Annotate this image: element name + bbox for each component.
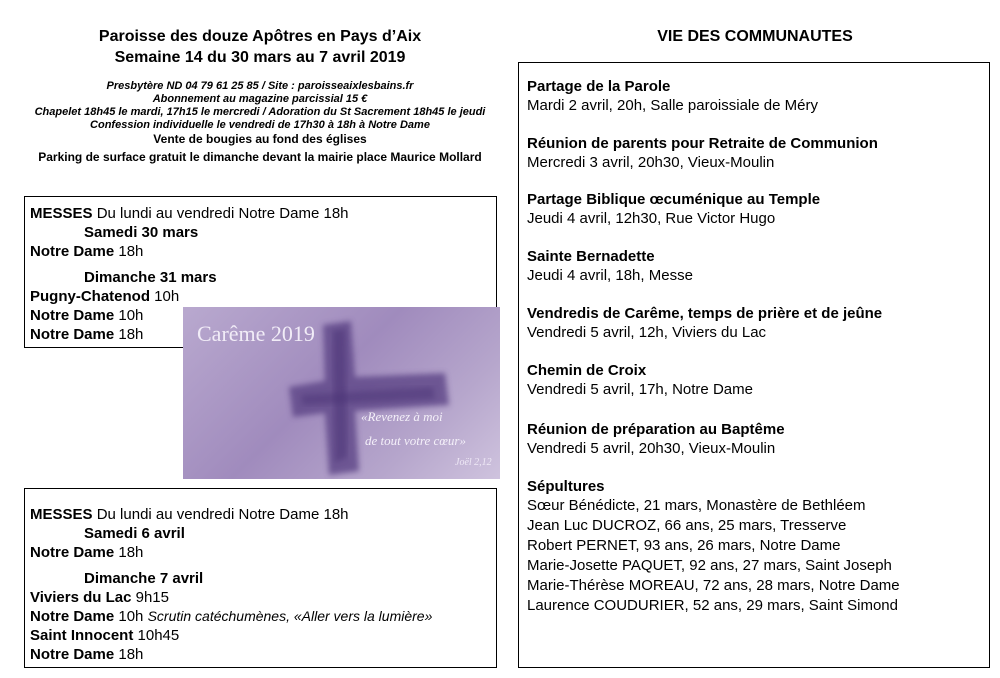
week-title: Semaine 14 du 30 mars au 7 avril 2019 bbox=[114, 49, 406, 66]
mass-time: 10h bbox=[118, 608, 144, 625]
sepulture-entry: Laurence COUDURIER, 52 ans, 29 mars, Saint Simond bbox=[527, 597, 898, 614]
event-detail: Mercredi 3 avril, 20h30, Vieux-Moulin bbox=[527, 154, 775, 171]
mass-entry bbox=[30, 626, 179, 645]
messes-intro bbox=[30, 505, 349, 524]
mass-entry bbox=[30, 645, 143, 664]
confession-info: Confession individuelle le vendredi de 17h30 à 18h à Notre Dame bbox=[90, 119, 430, 131]
event-title: Partage de la Parole bbox=[527, 78, 671, 95]
careme-image bbox=[183, 307, 500, 479]
mass-entry bbox=[30, 588, 169, 607]
abonnement-info: Abonnement au magazine parcissial 15 € bbox=[152, 93, 368, 105]
careme-quote-line2: de tout votre cœur» bbox=[365, 433, 466, 448]
sepulture-entry: Robert PERNET, 93 ans, 26 mars, Notre Dame bbox=[527, 537, 841, 554]
mass-time: 18h bbox=[118, 544, 144, 561]
mass-time: 18h bbox=[118, 646, 144, 663]
messes-weekday: Du lundi au vendredi Notre Dame 18h bbox=[96, 506, 349, 523]
event-detail: Vendredi 5 avril, 12h, Viviers du Lac bbox=[527, 324, 767, 341]
event-detail: Jeudi 4 avril, 12h30, Rue Victor Hugo bbox=[527, 210, 776, 227]
event-detail: Jeudi 4 avril, 18h, Messe bbox=[527, 267, 693, 284]
mass-entry bbox=[30, 325, 143, 344]
mass-place: Notre Dame bbox=[30, 608, 115, 625]
sepultures-title: Sépultures bbox=[527, 478, 605, 495]
bougies-info: Vente de bougies au fond des églises bbox=[153, 132, 367, 146]
mass-entry bbox=[30, 242, 143, 261]
mass-place: Saint Innocent bbox=[30, 627, 134, 644]
mass-time: 18h bbox=[118, 326, 144, 343]
mass-entry bbox=[30, 607, 432, 626]
mass-place: Notre Dame bbox=[30, 544, 115, 561]
careme-title: Carême 2019 bbox=[197, 321, 315, 346]
messes-label: MESSES bbox=[30, 205, 93, 222]
event-detail: Mardi 2 avril, 20h, Salle paroissiale de Méry bbox=[527, 97, 818, 114]
chapelet-info: Chapelet 18h45 le mardi, 17h15 le mercredi / Adoration du St Sacrement 18h45 le jeudi bbox=[34, 106, 486, 118]
messes-intro bbox=[30, 204, 349, 223]
sepulture-entry: Jean Luc DUCROZ, 66 ans, 25 mars, Tresserve bbox=[527, 517, 847, 534]
mass-entry bbox=[30, 306, 143, 325]
samedi-heading: Samedi 6 avril bbox=[84, 525, 185, 542]
mass-entry bbox=[30, 543, 143, 562]
event-title: Réunion de préparation au Baptême bbox=[527, 421, 785, 438]
event-detail: Vendredi 5 avril, 20h30, Vieux-Moulin bbox=[527, 440, 776, 457]
mass-time: 10h bbox=[154, 288, 180, 305]
dimanche-heading: Dimanche 31 mars bbox=[84, 269, 217, 286]
sepulture-entry: Marie-Josette PAQUET, 92 ans, 27 mars, Saint Joseph bbox=[527, 557, 892, 574]
mass-place: Notre Dame bbox=[30, 326, 115, 343]
event-title: Vendredis de Carême, temps de prière et de jeûne bbox=[527, 305, 883, 322]
mass-place: Notre Dame bbox=[30, 243, 115, 260]
mass-entry bbox=[30, 287, 179, 306]
careme-reference: Joël 2,12 bbox=[455, 457, 492, 468]
mass-place: Pugny-Chatenod bbox=[30, 288, 150, 305]
mass-time: 10h45 bbox=[137, 627, 180, 644]
mass-place: Notre Dame bbox=[30, 646, 115, 663]
mass-place: Viviers du Lac bbox=[30, 589, 132, 606]
event-detail: Vendredi 5 avril, 17h, Notre Dame bbox=[527, 381, 753, 398]
mass-time: 18h bbox=[118, 243, 144, 260]
event-title: Réunion de parents pour Retraite de Communion bbox=[527, 135, 878, 152]
mass-time: 9h15 bbox=[135, 589, 169, 606]
event-title: Chemin de Croix bbox=[527, 362, 647, 379]
samedi-heading: Samedi 30 mars bbox=[84, 224, 199, 241]
event-title: Sainte Bernadette bbox=[527, 248, 655, 265]
mass-note: Scrutin catéchumènes, «Aller vers la lumière» bbox=[147, 608, 433, 624]
sepulture-entry: Marie-Thérèse MOREAU, 72 ans, 28 mars, Notre Dame bbox=[527, 577, 900, 594]
mass-place: Notre Dame bbox=[30, 307, 115, 324]
dimanche-heading: Dimanche 7 avril bbox=[84, 570, 204, 587]
event-title: Partage Biblique œcuménique au Temple bbox=[527, 191, 821, 208]
mass-time: 10h bbox=[118, 307, 144, 324]
parish-title: Paroisse des douze Apôtres en Pays d’Aix bbox=[98, 28, 422, 45]
vie-communautes-box bbox=[518, 62, 990, 668]
sepulture-entry: Sœur Bénédicte, 21 mars, Monastère de Bethléem bbox=[527, 497, 866, 514]
messes-label: MESSES bbox=[30, 506, 93, 523]
vie-communautes-title: VIE DES COMMUNAUTES bbox=[657, 28, 853, 45]
presbytere-info: Presbytère ND 04 79 61 25 85 / Site : paroisseaixlesbains.fr bbox=[106, 80, 414, 92]
messes-weekday: Du lundi au vendredi Notre Dame 18h bbox=[96, 205, 349, 222]
messes-box-week2 bbox=[24, 488, 497, 668]
careme-quote-line1: «Revenez à moi bbox=[361, 409, 443, 424]
parking-info: Parking de surface gratuit le dimanche devant la mairie place Maurice Mollard bbox=[38, 150, 482, 164]
